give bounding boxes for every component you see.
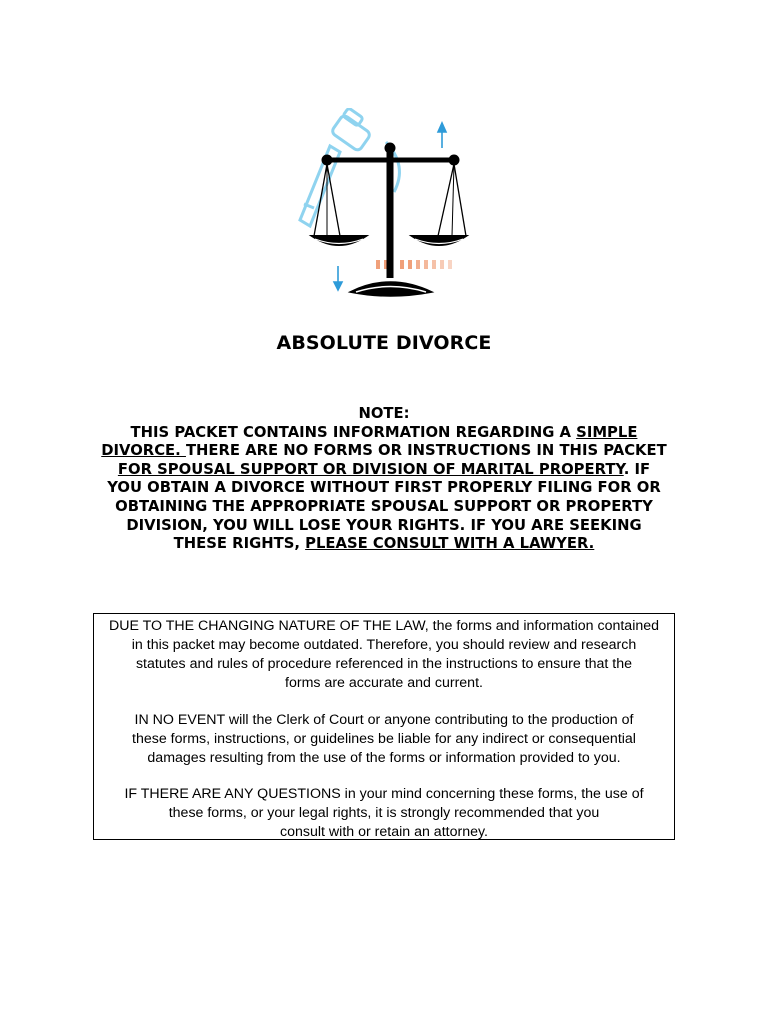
note-underlined-text: SIMPLE <box>576 423 638 441</box>
note-underlined-text: PLEASE CONSULT WITH A LAWYER. <box>305 535 595 553</box>
disclaimer-line: IF THERE ARE ANY QUESTIONS in your mind concerning these forms, the use of <box>124 786 644 803</box>
disclaimer-line: IN NO EVENT will the Clerk of Court or anyone contributing to the production of <box>134 711 634 728</box>
disclaimer-line: consult with or retain an attorney. <box>280 824 488 841</box>
note-text: . IF <box>623 460 651 478</box>
disclaimer-line: forms are accurate and current. <box>285 675 483 691</box>
disclaimer-line: in this packet may become outdated. Therefore, you should review and research <box>131 637 637 653</box>
note-underlined-text: DIVORCE. <box>101 442 186 460</box>
note-heading: NOTE: <box>358 405 410 422</box>
disclaimer-line: damages resulting from the use of the forms or information provided to you. <box>147 749 621 766</box>
gavel-icon <box>300 108 399 226</box>
note-line: DIVISION, YOU WILL LOSE YOUR RIGHTS. IF YOU ARE SEEKING <box>126 516 642 534</box>
disclaimer-line: statutes and rules of procedure referenced in the instructions to ensure that the <box>135 656 633 672</box>
disclaimer-box <box>93 613 675 840</box>
disclaimer-paragraph-questions <box>94 785 674 842</box>
disclaimer-paragraph-law-changes <box>94 617 674 693</box>
note-text: THESE RIGHTS, <box>173 535 306 553</box>
note-line <box>100 442 668 461</box>
disclaimer-paragraph-liability <box>94 711 674 768</box>
note-line <box>100 461 668 480</box>
note-text: THERE ARE NO FORMS OR INSTRUCTIONS IN THIS PACKET <box>185 442 667 460</box>
note-line <box>100 424 668 443</box>
scales-of-justice-icon <box>290 108 480 304</box>
page-title: ABSOLUTE DIVORCE <box>276 332 492 354</box>
disclaimer-line: DUE TO THE CHANGING NATURE OF THE LAW, the forms and information contained <box>108 618 660 634</box>
note-block <box>100 405 668 554</box>
disclaimer-line: these forms, instructions, or guidelines be liable for any indirect or consequential <box>132 730 636 747</box>
note-line <box>100 535 668 554</box>
note-underlined-text: FOR SPOUSAL SUPPORT OR DIVISION OF MARITAL PROPERTY <box>117 460 624 478</box>
note-line: OBTAINING THE APPROPRIATE SPOUSAL SUPPORT OR PROPERTY <box>115 497 653 515</box>
disclaimer-line: these forms, or your legal rights, it is strongly recommended that you <box>168 805 600 822</box>
note-line: YOU OBTAIN A DIVORCE WITHOUT FIRST PROPERLY FILING FOR OR <box>107 479 661 497</box>
note-text: THIS PACKET CONTAINS INFORMATION REGARDING A <box>130 423 577 441</box>
